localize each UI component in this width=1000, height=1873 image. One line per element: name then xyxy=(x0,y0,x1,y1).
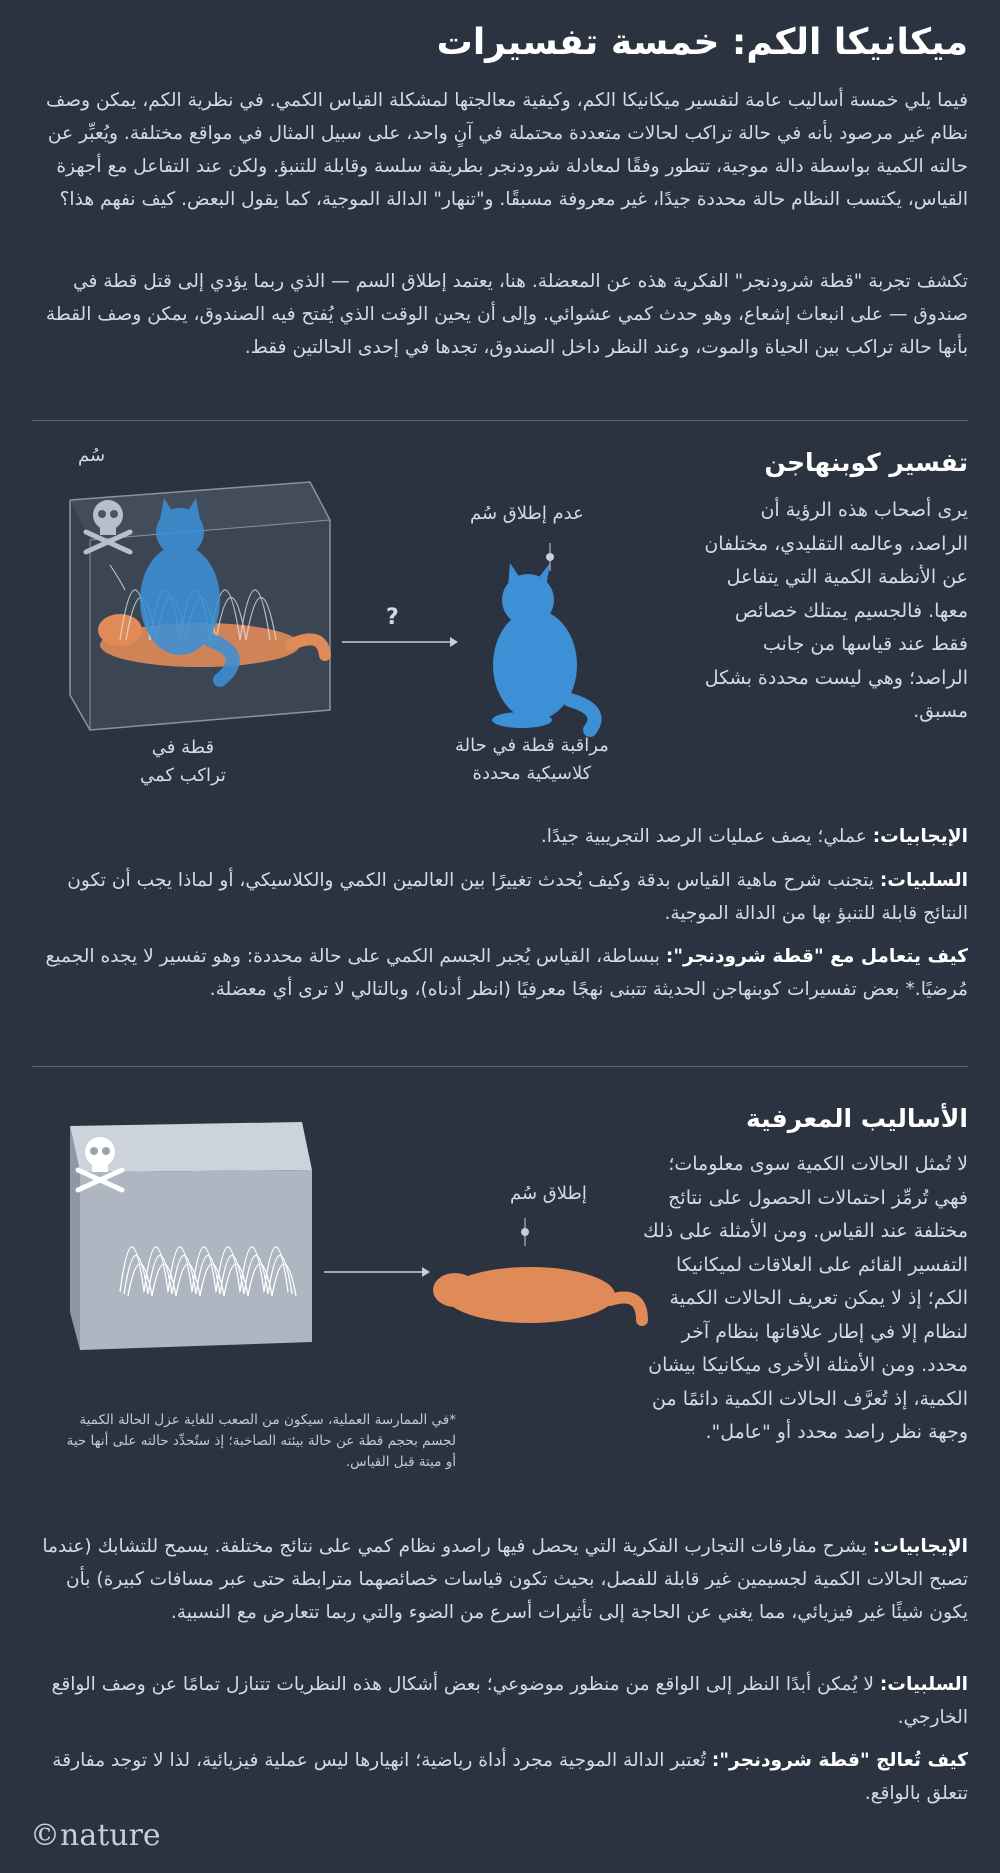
epistemic-heading: الأساليب المعرفية xyxy=(745,1104,968,1133)
section-divider xyxy=(32,1066,968,1067)
superposition-box-illustration xyxy=(60,480,350,730)
epistemic-cons: السلبيات: لا يُمكن أبدًا النظر إلى الواقع من منظور موضوعي؛ بعض أشكال هذه النظريات تتنازل تمامًا عن وصف الواقع الخارجي. xyxy=(51,1674,968,1728)
classical-caption: مراقبة قطة في حالة كلاسيكية محددة xyxy=(455,735,609,784)
poison-label: سُم xyxy=(78,445,106,466)
closed-box-illustration xyxy=(60,1122,330,1352)
question-mark: ? xyxy=(386,605,399,630)
copenhagen-cat: كيف يتعامل مع "قطة شرودنجر": ببساطة، القياس يُجبر الجسم الكمي على حالة محددة: وهو تفسير لا يجده الجميع مُرضيًا.* بعض تفسيرات كوبنهاجن الحديثة تتبنى نهجًا معرفيًا (انظر أدناه)، وبالتالي لا ترى أي معضلة. xyxy=(45,946,968,1000)
classical-cat-illustration xyxy=(470,535,630,735)
nature-logo: ©nature xyxy=(30,1818,161,1853)
epistemic-description: لا تُمثل الحالات الكمية سوى معلومات؛ فهي تُرمِّز احتمالات الحصول على نتائج مختلفة عند القياس. ومن الأمثلة على ذلك التفسير القائم على العلاقات لميكانيكا الكم؛ إذ لا يمكن تعريف الحالات الكمية لنظام إلا في إطار علاقاتها بنظام آخر محدد. ومن الأمثلة الأخرى ميكانيكا بيشان الكمية، إذ تُعرَّف الحالات الكمية دائمًا من وجهة نظر راصد محدد أو "عامل". xyxy=(642,1153,968,1443)
no-poison-label: عدم إطلاق سُم xyxy=(470,503,584,524)
section-divider xyxy=(32,420,968,421)
poison-released-label: إطلاق سُم xyxy=(510,1183,587,1204)
blue-cat-icon xyxy=(492,563,595,730)
footnote: *في الممارسة العملية، سيكون من الصعب للغاية عزل الحالة الكمية لجسم بحجم قطة عن حالة بيئته الصاخبة؛ إذ ستُحدِّد حالته على أنها حية أو ميتة قبل القياس. xyxy=(66,1412,456,1470)
intro-paragraph-2: تكشف تجربة "قطة شرودنجر" الفكرية هذه عن المعضلة. هنا، يعتمد إطلاق السم — الذي ربما يؤدي إلى قتل قطة في صندوق — على انبعاث إشعاع، وهو حدث كمي عشوائي. وإلى أن يحين الوقت الذي يُفتح فيه الصندوق، يمكن وصف القطة بأنها حالة تراكب بين الحياة والموت، وعند النظر داخل الصندوق، تجدها في إحدى الحالتين فقط. xyxy=(45,271,968,358)
copenhagen-cons: السلبيات: يتجنب شرح ماهية القياس بدقة وكيف يُحدث تغييرًا بين العالمين الكمي والكلاسيكي، أو لماذا يجب أن تكون النتائج قابلة للتنبؤ بها من الدالة الموجية. xyxy=(67,870,968,924)
copenhagen-description: يرى أصحاب هذه الرؤية أن الراصد، وعالمه التقليدي، مختلفان عن الأنظمة الكمية التي يتفاعل معها. فالجسيم يمتلك خصائص فقط عند قياسها من جانب الراصد؛ وهي ليست محددة بشكل مسبق. xyxy=(704,499,968,722)
orange-cat-icon xyxy=(433,1267,642,1323)
epistemic-pros: الإيجابيات: يشرح مفارقات التجارب الفكرية التي يحصل فيها راصدو نظام كمي على نتائج مختلفة. يسمح للتشابك (عندما تصبح الحالات الكمية لجسيمين غير قابلة للفصل، بحيث تكون قياسات خصائصهما مترابطة حتى عبر مسافات كبيرة) بأن يكون شيئًا غير فيزيائي، مما يغني عن الحاجة إلى تأثيرات أسرع من الضوء والتي ربما تتعارض مع النسبية. xyxy=(42,1536,968,1623)
observation-marker-icon xyxy=(521,1218,529,1246)
copenhagen-pros: الإيجابيات: عملي؛ يصف عمليات الرصد التجريبية جيدًا. xyxy=(540,826,968,847)
arrow-icon xyxy=(322,1262,432,1282)
page-title: ميكانيكا الكم: خمسة تفسيرات xyxy=(436,22,968,63)
superposition-caption: قطة في تراكب كمي xyxy=(140,737,226,786)
dead-cat-illustration xyxy=(430,1210,650,1340)
intro-paragraph-1: فيما يلي خمسة أساليب عامة لتفسير ميكانيكا الكم، وكيفية معالجتها لمشكلة القياس الكمي. في نظرية الكم، يمكن وصف نظام غير مرصود بأنه في حالة تراكب لحالات متعددة محتملة في آنٍ واحد، على سبيل المثال في مواقع مختلفة. ويُعبِّر عن حالته الكمية بواسطة دالة موجية، تتطور وفقًا لمعادلة شرودنجر بطريقة سلسة وقابلة للتنبؤ. ولكن عند التفاعل مع أجهزة القياس، يكتسب النظام حالة محددة جيدًا، غير معروفة مسبقًا. و"تنهار" الدالة الموجية، كما يقول البعض. كيف نفهم هذا؟ xyxy=(46,90,968,210)
epistemic-cat: كيف تُعالج "قطة شرودنجر": تُعتبر الدالة الموجية مجرد أداة رياضية؛ انهيارها ليس عملية فيزيائية، لذا لا توجد مفارقة تتعلق بالواقع. xyxy=(52,1750,968,1804)
copenhagen-heading: تفسير كوبنهاجن xyxy=(764,448,968,477)
arrow-icon xyxy=(340,632,460,652)
